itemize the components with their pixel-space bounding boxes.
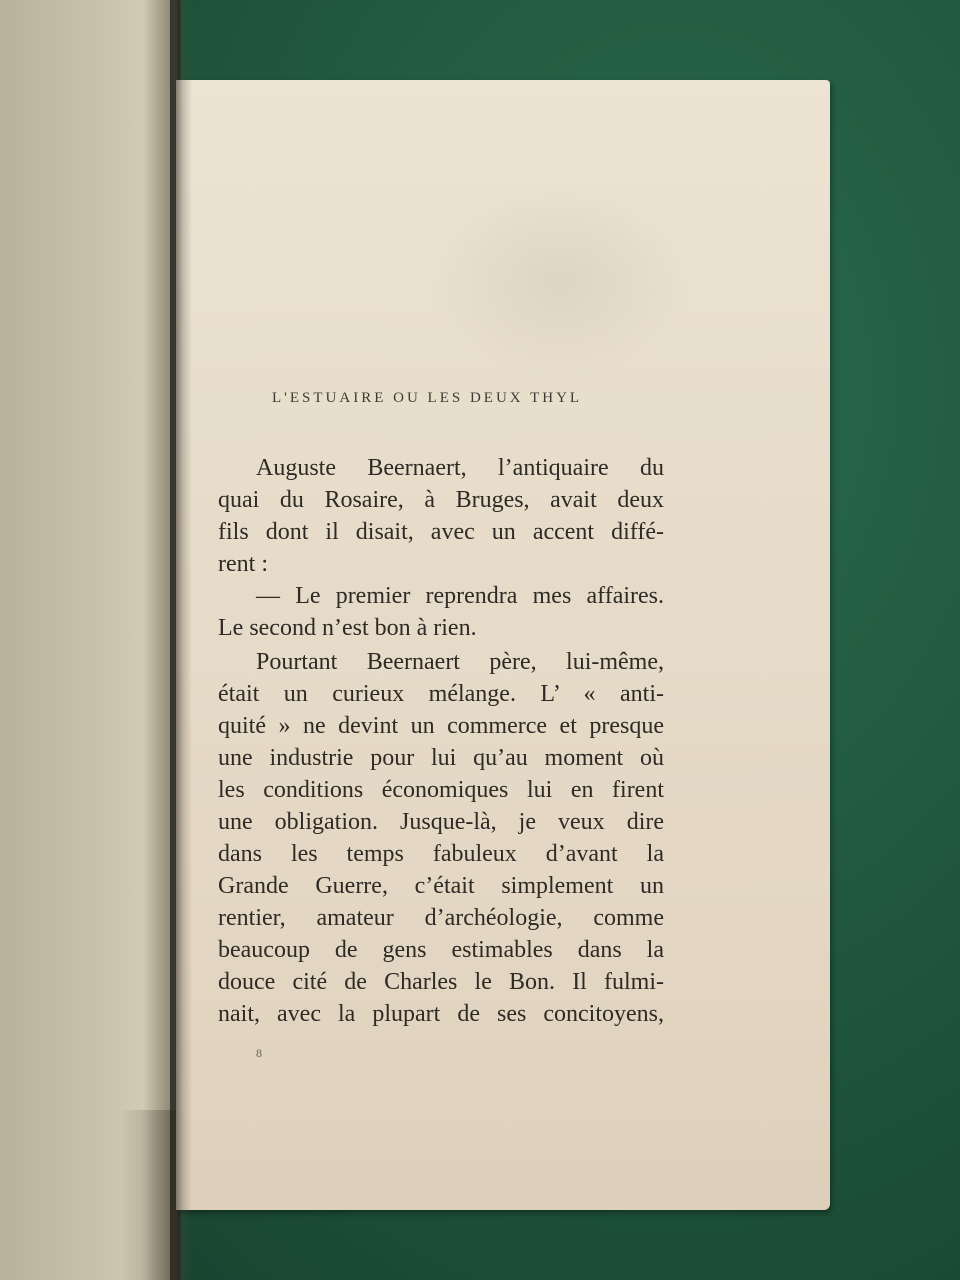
text-line: Pourtant Beernaert père, lui-même, xyxy=(256,649,664,675)
text-line: rent : xyxy=(218,551,268,577)
ink-bleed-through xyxy=(430,180,690,380)
page-number: 8 xyxy=(256,1046,262,1060)
text-line: nait, avec la plupart de ses concitoyens, xyxy=(218,1001,664,1027)
text-line: quité » ne devint un commerce et presque xyxy=(218,713,664,739)
text-line: beaucoup de gens estimables dans la xyxy=(218,937,664,963)
text-line: fils dont il disait, avec un accent diffé- xyxy=(218,519,664,545)
text-line: était un curieux mélange. L’ « anti- xyxy=(218,681,664,707)
gutter-shadow xyxy=(170,0,192,1280)
text-line: une industrie pour lui qu’au moment où xyxy=(218,745,664,771)
text-line: les conditions économiques lui en firent xyxy=(218,777,664,803)
text-line: rentier, amateur d’archéologie, comme xyxy=(218,905,664,931)
text-line: une obligation. Jusque-là, je veux dire xyxy=(218,809,664,835)
text-line: Grande Guerre, c’était simplement un xyxy=(218,873,664,899)
running-head: L'ESTUAIRE OU LES DEUX THYL xyxy=(272,390,583,406)
text-line: Auguste Beernaert, l’antiquaire du xyxy=(256,455,664,481)
text-line: douce cité de Charles le Bon. Il fulmi- xyxy=(218,969,664,995)
text-line: dans les temps fabuleux d’avant la xyxy=(218,841,664,867)
text-line: quai du Rosaire, à Bruges, avait deux xyxy=(218,487,664,513)
left-page xyxy=(0,0,180,1280)
text-line: — Le premier reprendra mes affaires. xyxy=(256,583,664,609)
text-line: Le second n’est bon à rien. xyxy=(218,615,477,641)
